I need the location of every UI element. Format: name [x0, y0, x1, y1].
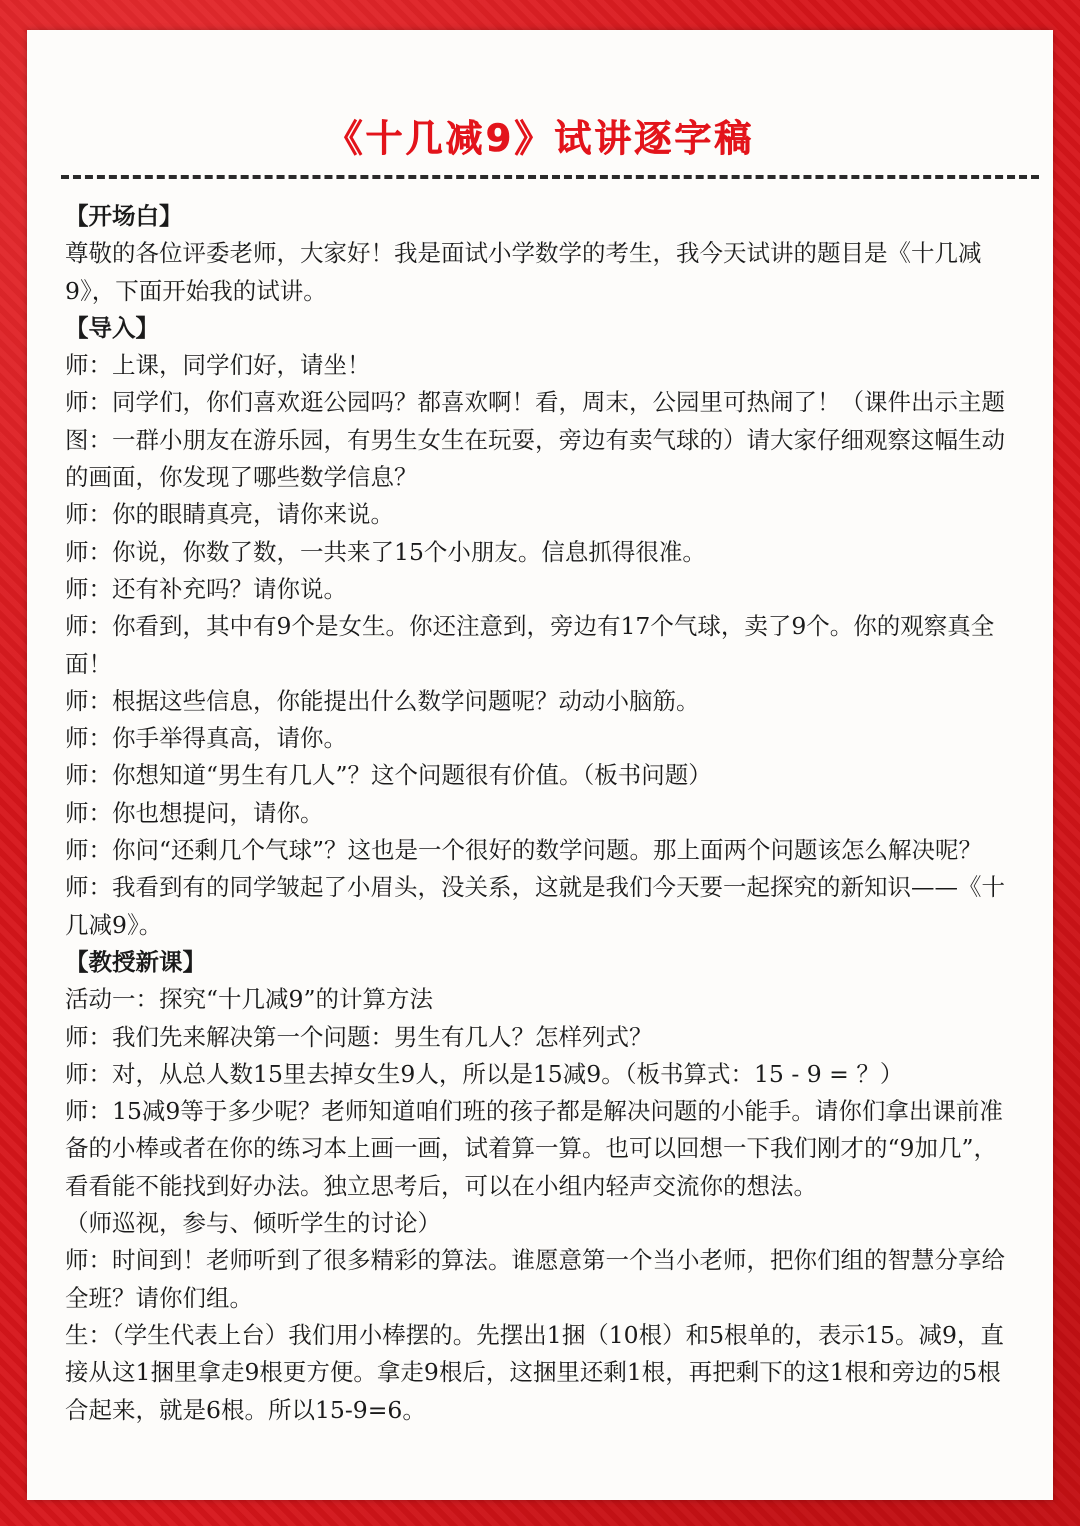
- paragraph: 师：上课，同学们好，请坐！: [65, 351, 371, 380]
- paragraph: 师：还有补充吗？请你说。: [65, 574, 347, 603]
- paragraph: 尊敬的各位评委老师，大家好！我是面试小学数学的考生，我今天试讲的题目是《十几减9》，下面开始我的试讲。: [65, 239, 982, 305]
- paragraph: 师：你也想提问，请你。: [65, 798, 324, 827]
- paragraph: 师：对，从总人数15里去掉女生9人，所以是15减9。（板书算式：15 - 9 = ？）: [65, 1059, 904, 1088]
- paragraph: 师：你看到，其中有9个是女生。你还注意到，旁边有17个气球，卖了9个。你的观察真全面！: [65, 612, 995, 678]
- paragraph: （师巡视，参与、倾听学生的讨论）: [65, 1209, 441, 1238]
- paragraph: 师：你手举得真高，请你。: [65, 724, 347, 753]
- dashed-divider: [61, 175, 1039, 179]
- section-heading: 【开场白】: [65, 202, 183, 230]
- paragraph: 活动一：探究“十几减9”的计算方法: [65, 985, 433, 1014]
- paragraph: 师：我们先来解决第一个问题：男生有几人？怎样列式？: [65, 1022, 653, 1051]
- paragraph: 师：15减9等于多少呢？老师知道咱们班的孩子都是解决问题的小能手。请你们拿出课前准备的小棒或者在你的练习本上画一画，试着算一算。也可以回想一下我们刚才的“9加几”，看看能不能找到好办法。独立思考后，可以在小组内轻声交流你的想法。: [65, 1097, 1003, 1200]
- paragraph: 师：你问“还剩几个气球”？这也是一个很好的数学问题。那上面两个问题该怎么解决呢？: [65, 836, 983, 865]
- paragraph: 师：根据这些信息，你能提出什么数学问题呢？动动小脑筋。: [65, 686, 700, 715]
- section-heading: 【教授新课】: [65, 947, 206, 976]
- document-body: [65, 198, 1015, 1429]
- document-page: [27, 30, 1053, 1500]
- paragraph: 师：时间到！老师听到了很多精彩的算法。谁愿意第一个当小老师，把你们组的智慧分享给全班？请你们组。: [65, 1246, 1005, 1312]
- section-heading: 【导入】: [65, 313, 159, 342]
- paragraph: 师：同学们，你们喜欢逛公园吗？都喜欢啊！看，周末，公园里可热闹了！（课件出示主题图：一群小朋友在游乐园，有男生女生在玩耍，旁边有卖气球的）请大家仔细观察这幅生动的画面，你发现了哪些数学信息？: [65, 388, 1005, 492]
- paragraph: 师：我看到有的同学皱起了小眉头，没关系，这就是我们今天要一起探究的新知识——《十几减9》。: [65, 873, 1005, 939]
- document-title: 《十几减9》试讲逐字稿: [325, 117, 755, 160]
- paragraph: 师：你想知道“男生有几人”？这个问题很有价值。（板书问题）: [65, 761, 712, 790]
- paragraph: 师：你的眼睛真亮，请你来说。: [65, 500, 394, 529]
- paragraph: 生：（学生代表上台）我们用小棒摆的。先摆出1捆（10根）和5根单的，表示15。减9，直接从这1捆里拿走9根更方便。拿走9根后，这捆里还剩1根，再把剩下的这1根和旁边的5根合起来，就是6根。所以15-9=6。: [65, 1320, 1004, 1424]
- paragraph: 师：你说，你数了数，一共来了15个小朋友。信息抓得很准。: [65, 537, 706, 566]
